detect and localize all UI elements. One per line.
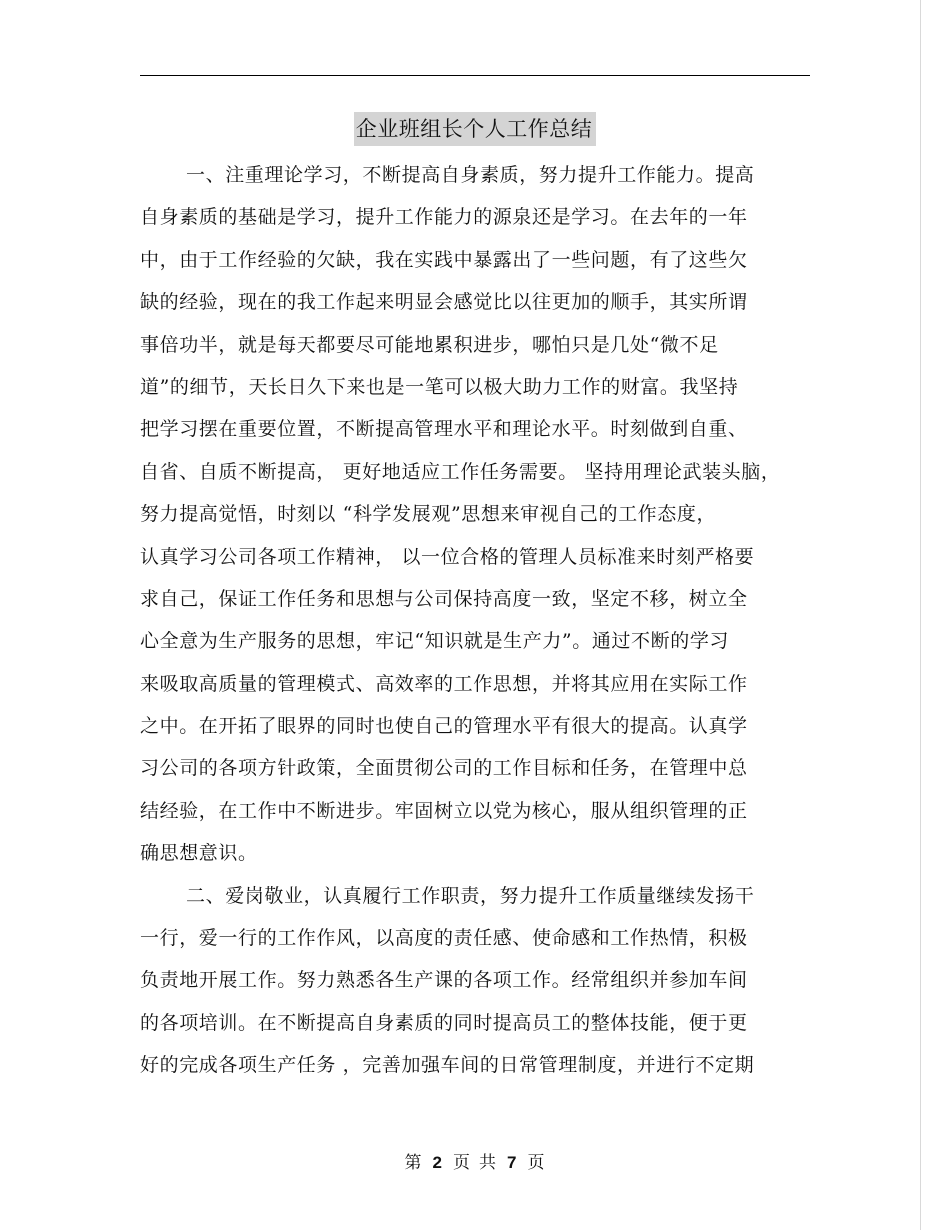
footer-total-pages: 7 (507, 1153, 518, 1172)
body-line: 一、注重理论学习，不断提高自身素质，努力提升工作能力。提高 (186, 164, 755, 186)
body-line: 一行，爱一行的工作作风，以高度的责任感、使命感和工作热情，积极 (140, 927, 748, 950)
footer-current-page: 2 (432, 1153, 443, 1172)
document-body (140, 154, 780, 1087)
body-line: 来吸取高质量的管理模式、高效率的工作思想，并将其应用在实际工作 (140, 672, 748, 695)
body-line: 好的完成各项生产任务 ，完善加强车间的日常管理制度，并进行不定期 (140, 1054, 755, 1077)
body-line: 认真学习公司各项工作精神， 以一位合格的管理人员标准来时刻严格要 (140, 545, 755, 568)
page-edge-divider (920, 0, 921, 1230)
body-line: 中，由于工作经验的欠缺，我在实践中暴露出了一些问题，有了这些欠 (140, 248, 748, 271)
body-line: 把学习摆在重要位置，不断提高管理水平和理论水平。时刻做到自重、 (140, 418, 748, 441)
title-container (0, 112, 950, 146)
footer-prefix: 第 (404, 1153, 423, 1173)
body-line: 道”的细节，天长日久下来也是一笔可以极大助力工作的财富。我坚持 (140, 375, 739, 398)
body-line: 结经验，在工作中不断进步。牢固树立以党为核心，服从组织管理的正 (140, 799, 748, 822)
body-line: 自身素质的基础是学习，提升工作能力的源泉还是学习。在去年的一年 (140, 206, 748, 229)
body-line: 求自己，保证工作任务和思想与公司保持高度一致，坚定不移，树立全 (140, 587, 748, 610)
body-line: 负责地开展工作。努力熟悉各生产课的各项工作。经常组织并参加车间 (140, 969, 748, 992)
footer-suffix: 页 (527, 1153, 546, 1173)
body-line: 缺的经验，现在的我工作起来明显会感觉比以往更加的顺手，其实所谓 (140, 291, 748, 314)
page-footer (0, 1150, 950, 1176)
body-line: 的各项培训。在不断提高自身素质的同时提高员工的整体技能，便于更 (140, 1011, 748, 1034)
body-line: 心全意为生产服务的思想，牢记“知识就是生产力”。通过不断的学习 (140, 630, 730, 653)
body-line: 二、爱岗敬业，认真履行工作职责，努力提升工作质量继续发扬干 (186, 884, 755, 907)
header-rule (140, 75, 810, 76)
body-line: 习公司的各项方针政策，全面贯彻公司的工作目标和任务，在管理中总 (140, 757, 748, 780)
body-line: 自省、自质不断提高， 更好地适应工作任务需要。 坚持用理论武装头脑， (140, 460, 781, 483)
body-line: 努力提高觉悟，时刻以 “科学发展观”思想来审视自己的工作态度， (140, 503, 717, 526)
footer-page-word: 页 (453, 1153, 471, 1173)
footer-total-prefix: 共 (479, 1153, 497, 1173)
document-title: 企业班组长个人工作总结 (354, 112, 597, 146)
body-line: 之中。在开拓了眼界的同时也使自己的管理水平有很大的提高。认真学 (140, 715, 748, 738)
body-line: 确思想意识。 (140, 842, 258, 865)
body-line: 事倍功半，就是每天都要尽可能地累积进步，哪怕只是几处“微不足 (140, 333, 719, 356)
